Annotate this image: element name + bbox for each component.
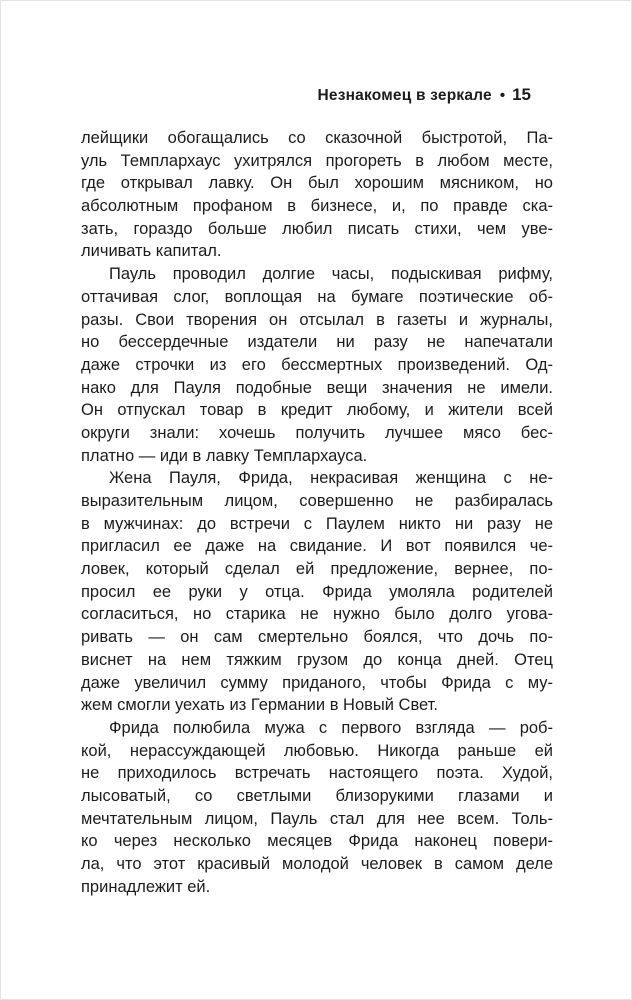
text-line: ла, что этот красивый молодой человек в самом деле: [81, 855, 553, 873]
text-line: мечтательным лицом, Пауль стал для нее всем. Толь-: [81, 809, 553, 828]
text-line: кой, нерассуждающей любовью. Никогда раньше ей: [81, 741, 553, 760]
paragraph: [81, 263, 553, 467]
text-line: зать, гораздо больше любил писать стихи, чем уве-: [81, 219, 553, 238]
text-line: лейщики обогащались со сказочной быстротой, Па-: [81, 129, 553, 147]
paragraph: [81, 127, 553, 263]
text-line: но бессердечные издатели ни разу не напечатали: [81, 333, 553, 352]
text-line: выразительным лицом, совершенно не разбиралась: [81, 492, 553, 510]
text-line: нако для Пауля подобные вещи значения не имели.: [81, 378, 553, 397]
text-line: где открывал лавку. Он был хорошим мясником, но: [81, 174, 553, 193]
text-line: уль Темплархаус ухитрялся прогореть в любом месте,: [81, 151, 553, 170]
text-line: просил ее руки у отца. Фрида умоляла родителей: [81, 582, 553, 601]
text-line: оттачивая слог, воплощая на бумаге поэтические об-: [81, 287, 553, 306]
text-line: Пауль проводил долгие часы, подыскивая рифму,: [109, 265, 553, 284]
text-line: в мужчинах: до встречи с Паулем никто ни разу не: [81, 514, 553, 533]
text-line: согласиться, но старика не нужно было долго угова-: [81, 605, 553, 624]
text-line: личивать капитал.: [81, 242, 222, 261]
text-line: ко через несколько месяцев Фрида наконец повери-: [81, 832, 553, 851]
paragraph: [81, 467, 553, 717]
running-header: [81, 85, 553, 105]
text-line: Фрида полюбила мужа с первого взгляда — роб-: [109, 718, 553, 737]
text-line: даже увеличил сумму приданого, чтобы Фрида с му-: [81, 673, 553, 692]
text-line: округи знали: хочешь получить лучшее мясо бес-: [81, 423, 553, 442]
text-line: Жена Пауля, Фрида, некрасивая женщина с не-: [109, 469, 553, 488]
paragraph: [81, 717, 553, 899]
header-separator-bullet: •: [499, 87, 506, 104]
page-number: 15: [512, 85, 531, 104]
running-header-title: Незнакомец в зеркале: [317, 87, 492, 104]
text-line: разы. Свои творения он отсылал в газеты и журналы,: [81, 310, 553, 329]
text-line: платно — иди в лавку Темплархауса.: [81, 446, 368, 465]
text-line: ривать — он сам смертельно боялся, что дочь по-: [81, 628, 553, 647]
text-line: Он отпускал товар в кредит любому, и жители всей: [81, 401, 553, 420]
text-line: жем смогли уехать из Германии в Новый Свет.: [81, 696, 438, 715]
page-text: [81, 127, 553, 898]
text-line: лысоватый, со светлыми близорукими глазами и: [81, 786, 553, 805]
text-line: не приходилось встречать настоящего поэта. Худой,: [81, 764, 553, 783]
text-line: пригласил ее даже на свидание. И вот появился че-: [81, 537, 553, 556]
text-line: принадлежит ей.: [81, 877, 211, 896]
text-line: ловек, который сделал ей предложение, вернее, по-: [81, 560, 553, 579]
text-line: виснет на нем тяжким грузом до конца дней. Отец: [81, 650, 553, 669]
text-line: даже строчки из его бессмертных произведений. Од-: [81, 355, 553, 374]
text-line: абсолютным профаном в бизнесе, и, по правде ска-: [81, 197, 553, 216]
